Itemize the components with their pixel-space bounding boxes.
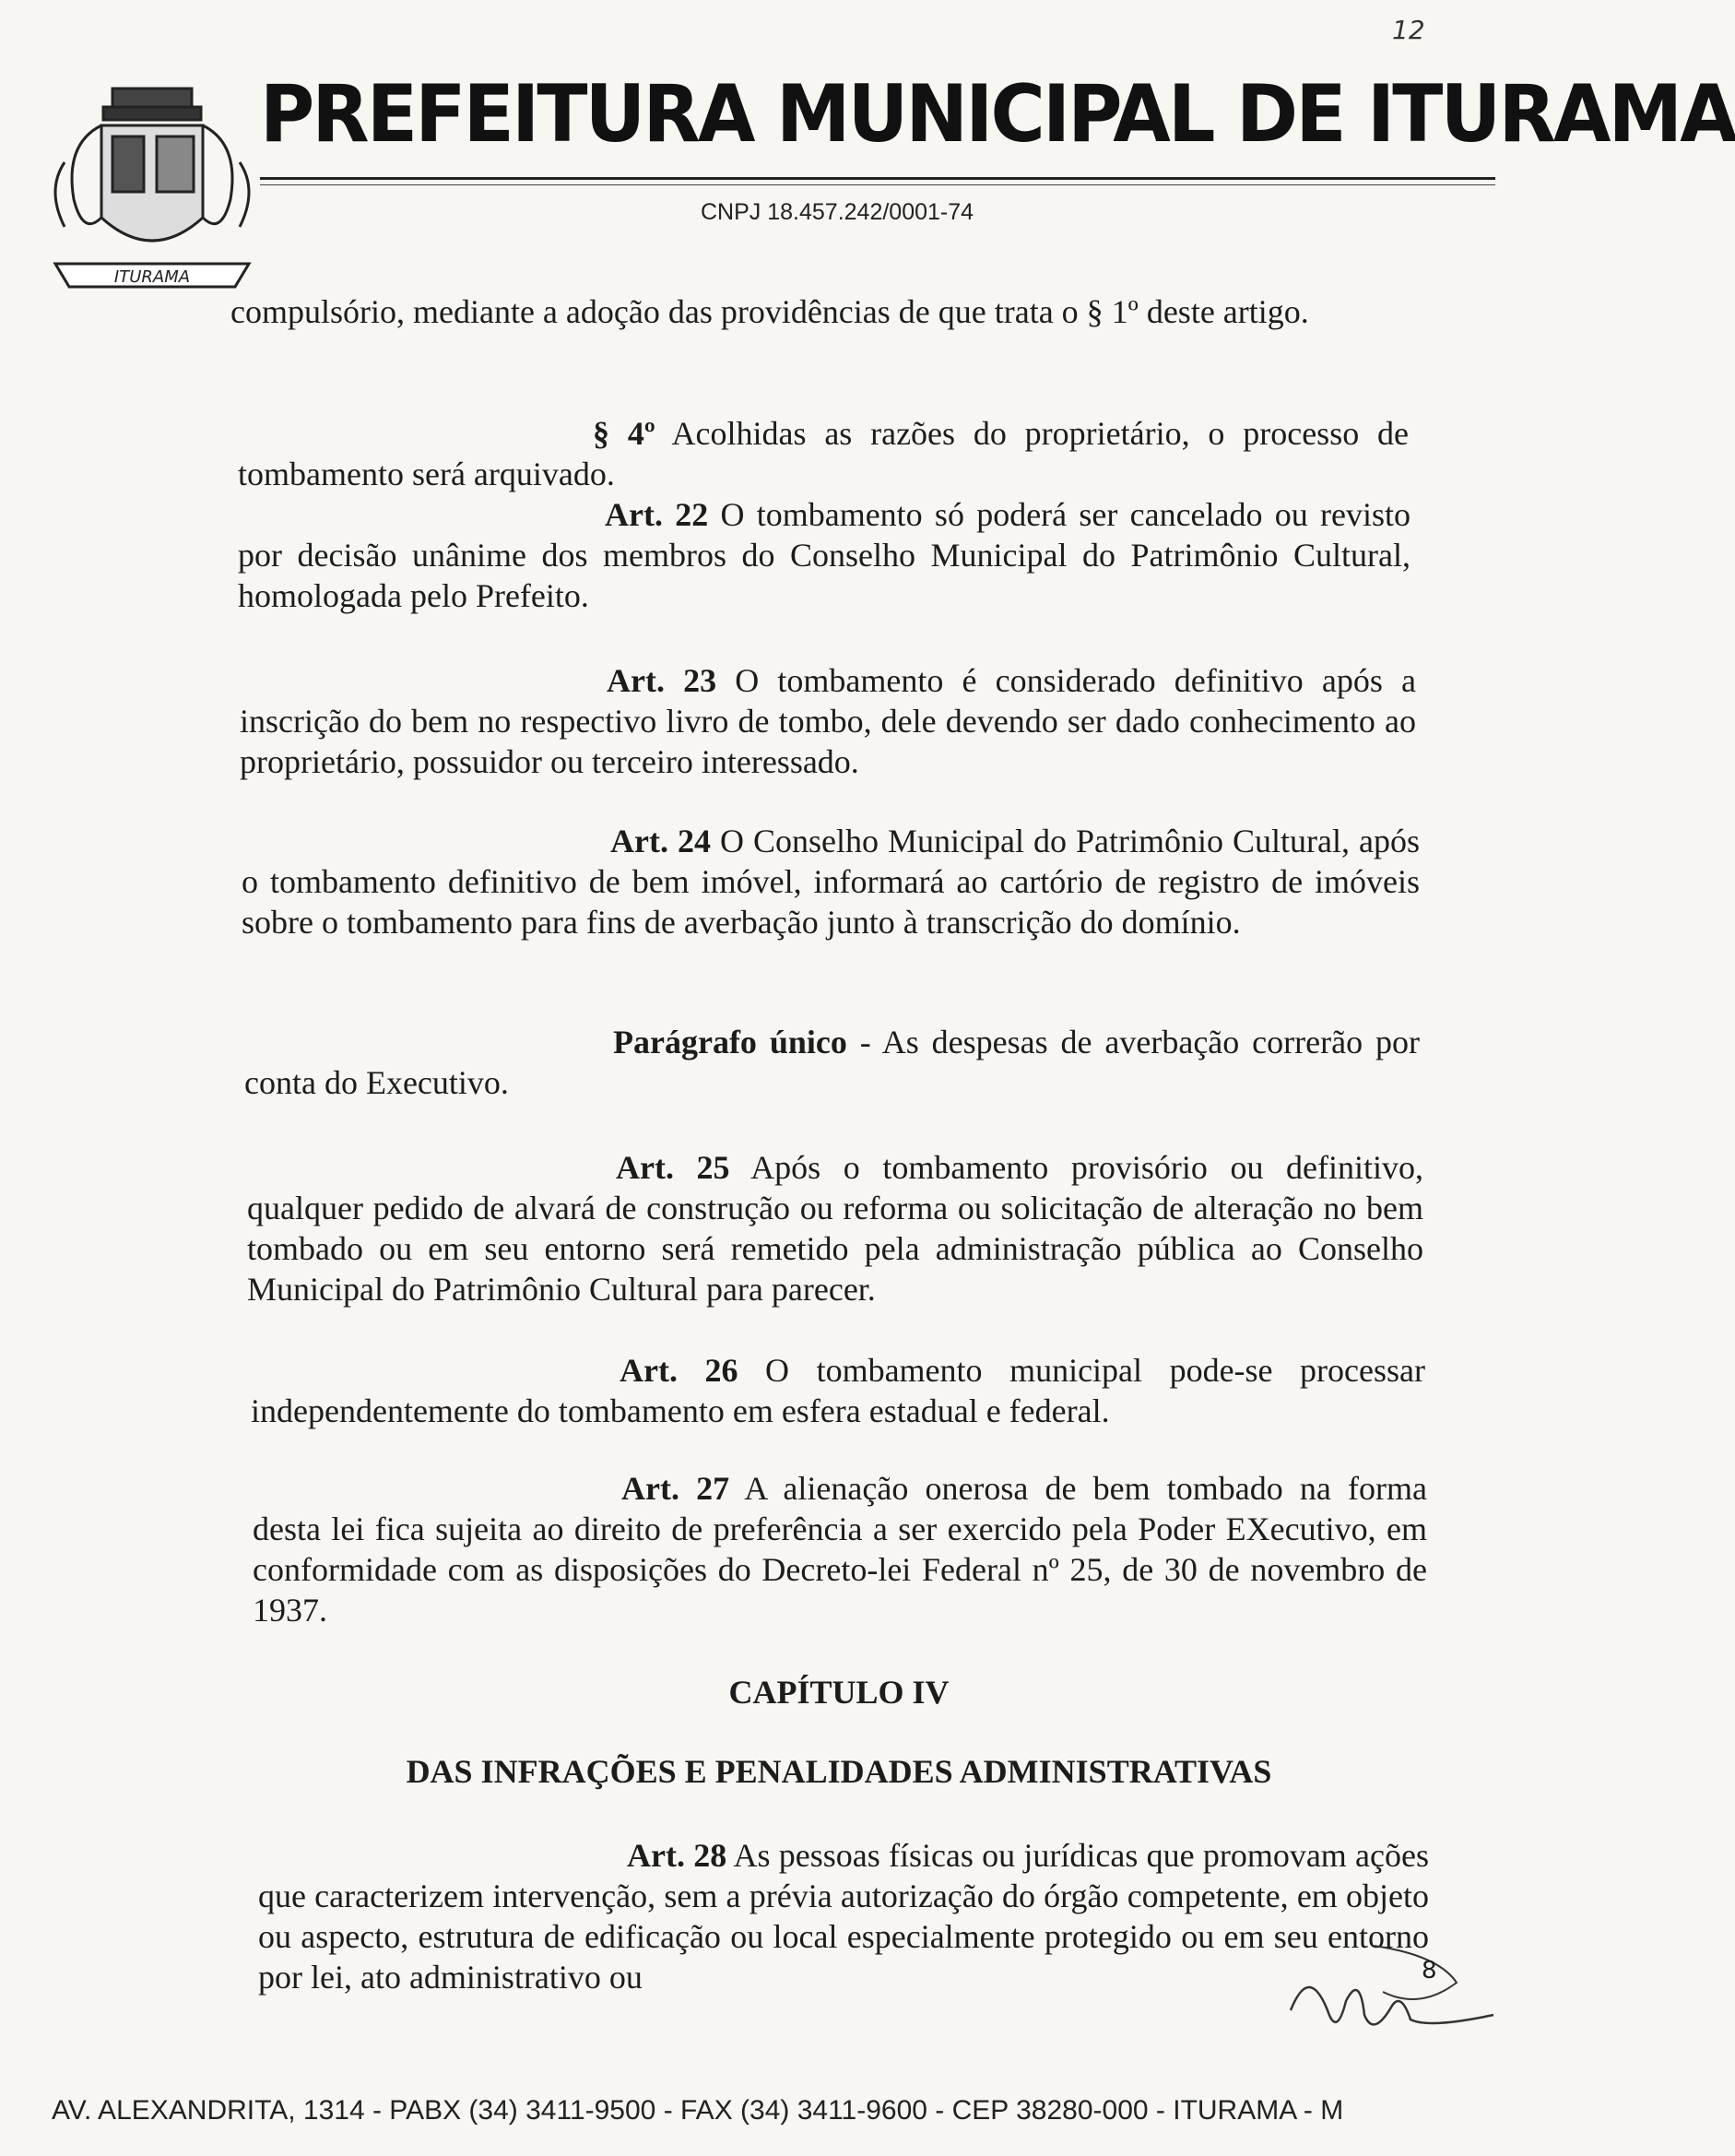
page-number: 8 [1422, 1957, 1437, 1984]
paragraph-text: O tombamento municipal pode-se processar independentemente do tombamento em esfera estadual e federal. [251, 1352, 1425, 1429]
paragraph-lead: Art. 24 [610, 823, 711, 859]
paragraph-text: O tombamento só poderá ser cancelado ou revisto por decisão unânime dos membros do Conselho Municipal do Patrimônio Cultural, homologada pelo Prefeito. [238, 496, 1410, 614]
paragraph [230, 291, 1409, 332]
paragraph [244, 1022, 1420, 1103]
header-rule [260, 177, 1495, 180]
paragraph [238, 413, 1409, 494]
paragraph-text: Acolhidas as razões do proprietário, o processo de tombamento será arquivado. [238, 415, 1409, 492]
paragraph [240, 660, 1416, 782]
footer-address: AV. ALEXANDRITA, 1314 - PABX (34) 3411-9500 - FAX (34) 3411-9600 - CEP 38280-000 - ITURAMA - M [52, 2095, 1344, 2126]
chapter-number: CAPÍTULO IV [728, 1674, 950, 1711]
crest-banner: ITURAMA [113, 267, 191, 287]
paragraph-lead: Parágrafo único [613, 1024, 847, 1060]
cnpj: CNPJ 18.457.242/0001-74 [701, 199, 974, 225]
paragraph-text: O Conselho Municipal do Patrimônio Cultural, após o tombamento definitivo de bem imóvel, informará ao cartório de registro de imóveis sobre o tombamento para fins de averbação junto à transcrição do domínio. [242, 823, 1420, 941]
paragraph-text: O tombamento é considerado definitivo após a inscrição do bem no respectivo livro de tombo, dele devendo ser dado conhecimento ao proprietário, possuidor ou terceiro interessado. [240, 662, 1416, 780]
paragraph-text: A alienação onerosa de bem tombado na forma desta lei fica sujeita ao direito de preferência a ser exercido pela Poder EXecutivo, em conformidade com as disposições do Decreto-lei Federal nº 25, de 30 de novembro de 1937. [253, 1470, 1427, 1629]
corner-mark: 12 [1392, 15, 1425, 45]
paragraph-text: compulsório, mediante a adoção das providências de que trata o § 1º deste artigo. [230, 293, 1309, 330]
paragraph-lead: Art. 26 [620, 1352, 738, 1389]
paragraph [242, 821, 1420, 942]
chapter-title: DAS INFRAÇÕES E PENALIDADES ADMINISTRATIVAS [406, 1753, 1272, 1790]
signature-icon [1272, 1927, 1503, 2093]
paragraph-lead: Art. 22 [605, 496, 709, 533]
paragraph-lead: Art. 25 [616, 1149, 730, 1186]
paragraph [251, 1350, 1425, 1431]
page-title: PREFEITURA MUNICIPAL DE ITURAMA [260, 68, 1735, 160]
paragraph-text: As pessoas físicas ou jurídicas que promovam ações que caracterizem intervenção, sem a prévia autorização do órgão competente, em objeto ou aspecto, estrutura de edificação ou local especialmente protegido ou em seu entorno por lei, ato administrativo ou [258, 1837, 1429, 1996]
municipal-crest-icon [37, 79, 267, 310]
paragraph [258, 1835, 1429, 1997]
paragraph-text: Após o tombamento provisório ou definitivo, qualquer pedido de alvará de construção ou reforma ou solicitação de alteração no bem tombado ou em seu entorno será remetido pela administração pública ao Conselho Municipal do Patrimônio Cultural para parecer. [247, 1149, 1424, 1308]
paragraph-lead: Art. 23 [607, 662, 717, 699]
paragraph [247, 1147, 1423, 1309]
paragraph [253, 1468, 1427, 1630]
paragraph-lead: Art. 28 [627, 1837, 727, 1874]
header-rule-thin [260, 184, 1495, 185]
paragraph-lead: § 4º [593, 415, 655, 452]
paragraph-text: - As despesas de averbação correrão por conta do Executivo. [244, 1024, 1420, 1101]
paragraph [238, 494, 1410, 616]
paragraph-lead: Art. 27 [621, 1470, 730, 1507]
